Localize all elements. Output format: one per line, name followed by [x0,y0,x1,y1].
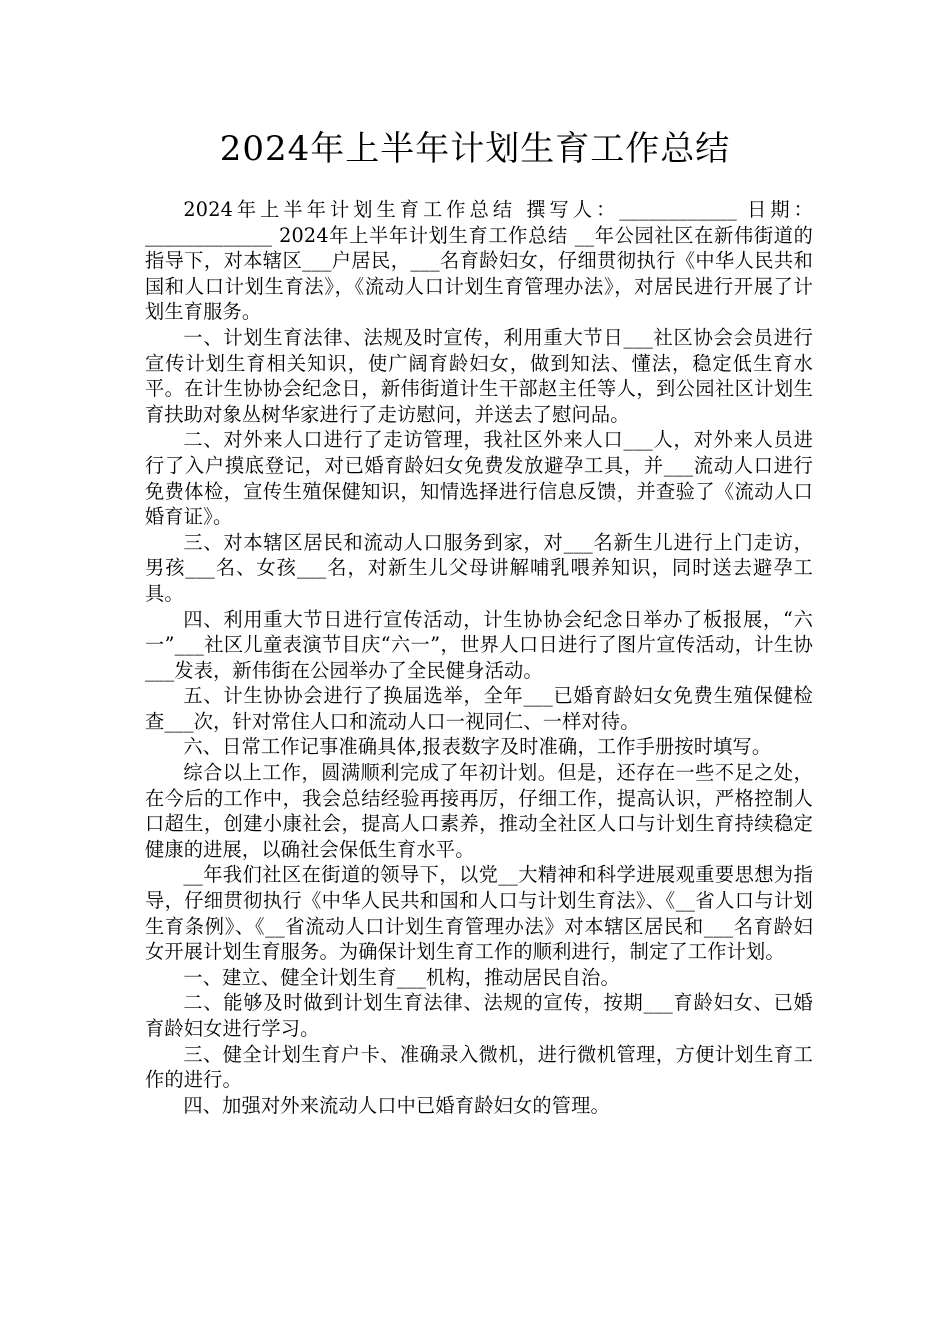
paragraph-section-5: 五、计生协协会进行了换届选举，全年___已婚育龄妇女免费生殖保健检查___次，针对常住人口和流动人口一视同仁、一样对待。 [145,684,813,733]
paragraph-plan-4: 四、加强对外来流动人口中已婚育龄妇女的管理。 [183,1093,610,1117]
paragraph-intro: 2024年上半年计划生育工作总结 撰写人：____________ 日期：_____________ 2024年上半年计划生育工作总结 __年公园社区在新伟街道的指导下，对本辖区___户居民，___名育龄妇女，仔细贯彻执行《中华人民共和国和人口计划生育法》，《流动人口计划生育管理办法》，对居民进行开展了计划生育服务。 [145,198,813,324]
paragraph-section-1: 一、计划生育法律、法规及时宣传，利用重大节日___社区协会会员进行宣传计划生育相关知识，使广阔育龄妇女，做到知法、懂法，稳定低生育水平。在计生协协会纪念日，新伟街道计生干部赵主任等人，到公园社区计划生育扶助对象丛树华家进行了走访慰问，并送去了慰问品。 [145,325,813,426]
paragraph-section-4: 四、利用重大节日进行宣传活动，计生协协会纪念日举办了板报展，“六一”___社区儿童表演节目庆“六一”，世界人口日进行了图片宣传活动，计生协___发表，新伟街在公园举办了全民健身活动。 [145,607,813,682]
paragraph-section-6: 六、日常工作记事准确具体,报表数字及时准确，工作手册按时填写。 [183,735,772,759]
document-body [145,197,813,1118]
paragraph-plan-1: 一、建立、健全计划生育___机构，推动居民自治。 [183,965,620,989]
document-title: 2024年上半年计划生育工作总结 [219,129,731,169]
paragraph-section-2: 二、对外来人口进行了走访管理，我社区外来人口___人，对外来人员进行了入户摸底登记，对已婚育龄妇女免费发放避孕工具，并___流动人口进行免费体检，宣传生殖保健知识，知情选择进行信息反馈，并查验了《流动人口婚育证》。 [145,428,813,529]
paragraph-plan-3: 三、健全计划生育户卡、准确录入微机，进行微机管理，方便计划生育工作的进行。 [145,1042,813,1092]
paragraph-plan-intro: __年我们社区在街道的领导下，以党__大精神和科学进展观重要思想为指导，仔细贯彻执行《中华人民共和国和人口与计划生育法》、《__省人口与计划生育条例》、《__省流动人口计划生育管理办法》对本辖区居民和___名育龄妇女开展计划生育服务。为确保计划生育工作的顺利进行，制定了工作计划。 [145,863,813,964]
paragraph-summary: 综合以上工作，圆满顺利完成了年初计划。但是，还存在一些不足之处，在今后的工作中，我会总结经验再接再厉，仔细工作，提高认识，严格控制人口超生，创建小康社会，提高人口素养，推动全社区人口与计划生育持续稳定健康的进展，以确社会保低生育水平。 [145,761,813,861]
paragraph-plan-2: 二、能够及时做到计划生育法律、法规的宣传，按期___育龄妇女、已婚育龄妇女进行学习。 [145,991,813,1040]
paragraph-section-3: 三、对本辖区居民和流动人口服务到家，对___名新生儿进行上门走访，男孩___名、女孩___名，对新生儿父母讲解哺乳喂养知识，同时送去避孕工具。 [145,530,813,605]
